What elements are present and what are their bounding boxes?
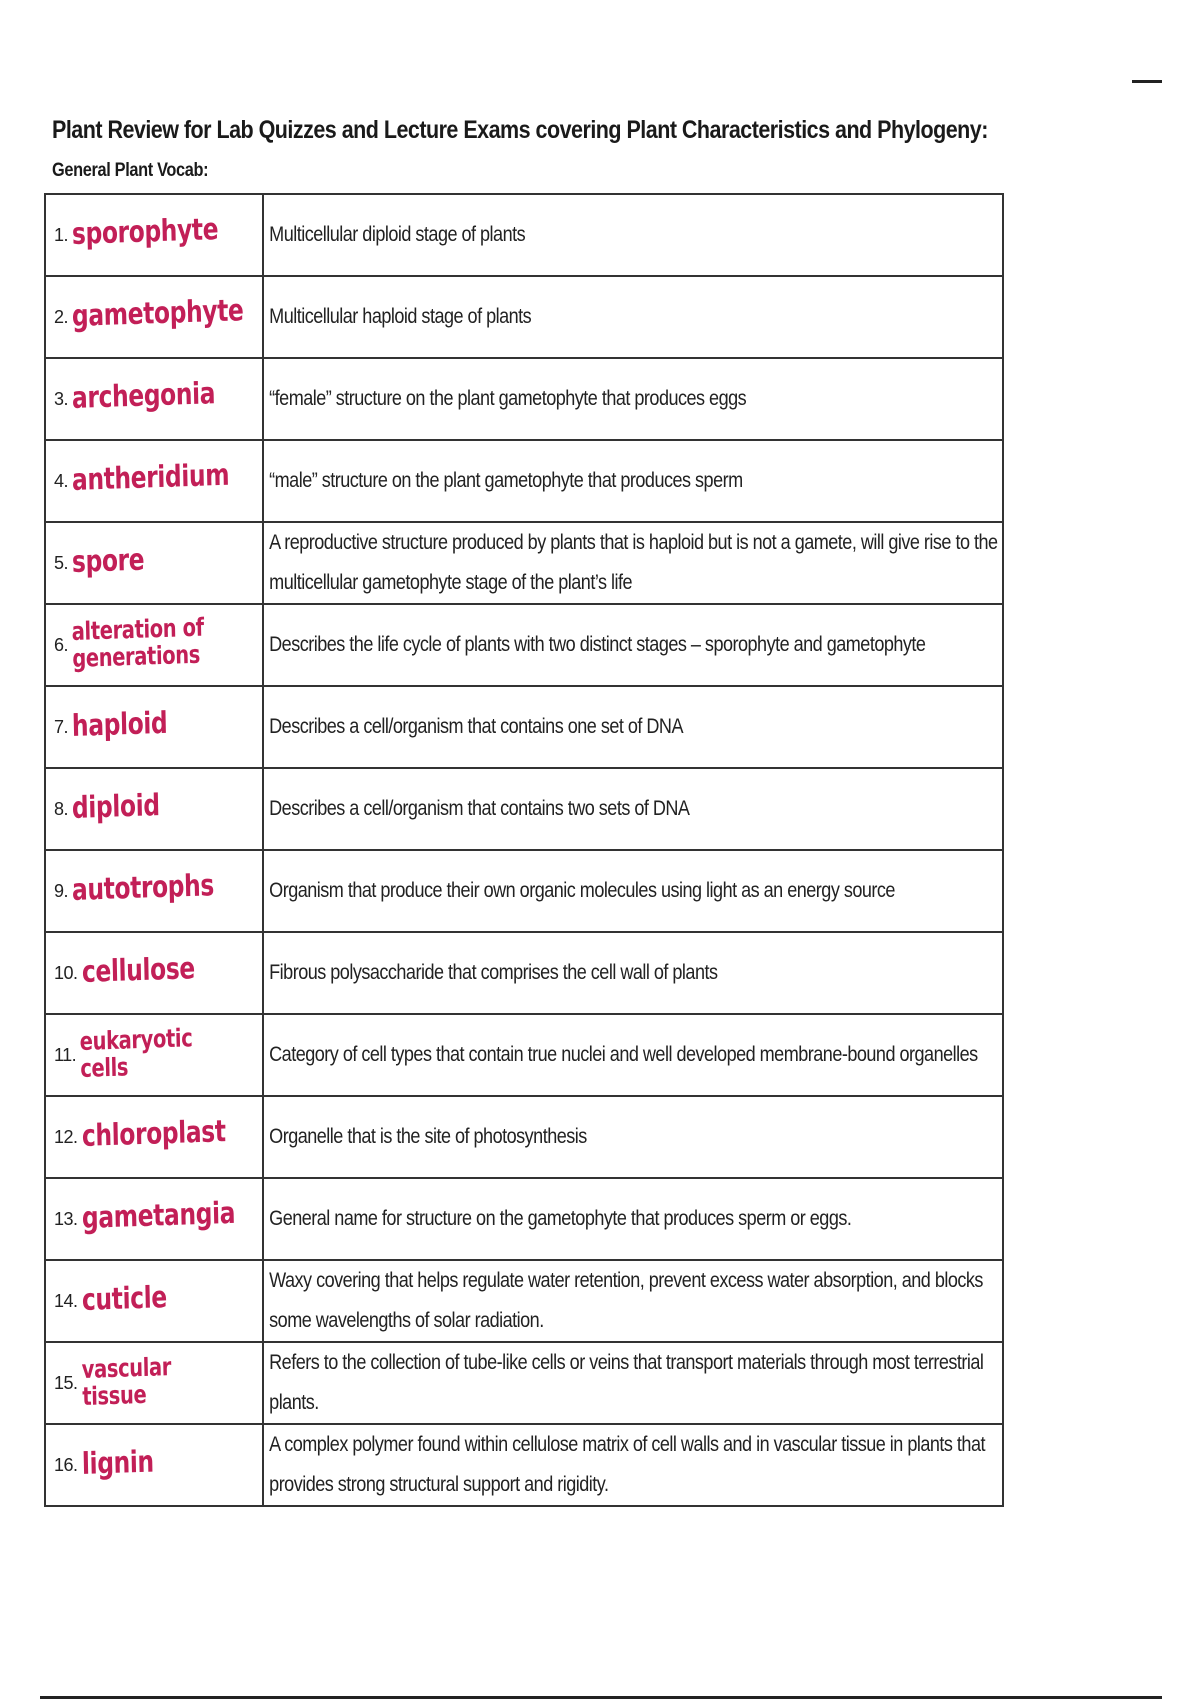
vocab-row: [45, 686, 1003, 768]
definition-text: A complex polymer found within cellulose matrix of cell walls and in vascular tissue in plants that provides strong structural support and rigidity.: [269, 1433, 985, 1496]
row-number: 12.: [54, 1126, 78, 1147]
row-number: 13.: [54, 1208, 78, 1229]
vocab-row: [45, 358, 1003, 440]
handwritten-term: spore: [71, 542, 145, 580]
definition-cell: [263, 358, 1003, 440]
handwritten-term: antheridium: [71, 457, 230, 498]
definition-text: Multicellular haploid stage of plants: [269, 305, 532, 328]
term-cell: [45, 276, 263, 358]
definition-cell: [263, 932, 1003, 1014]
row-number: 4.: [54, 470, 69, 491]
vocab-row: [45, 194, 1003, 276]
row-number: 9.: [54, 880, 69, 901]
minimize-dash: [1132, 80, 1162, 83]
definition-cell: [263, 522, 1003, 604]
vocab-row: [45, 276, 1003, 358]
handwritten-term: cellulose: [81, 951, 195, 990]
term-cell: [45, 1014, 263, 1096]
term-cell: [45, 440, 263, 522]
definition-cell: [263, 686, 1003, 768]
definition-cell: [263, 276, 1003, 358]
definition-text: Fibrous polysaccharide that comprises the cell wall of plants: [269, 961, 718, 984]
definition-cell: [263, 194, 1003, 276]
vocab-row: [45, 1424, 1003, 1506]
term-cell: [45, 1260, 263, 1342]
handwritten-term: vascular tissue: [80, 1352, 171, 1411]
term-cell: [45, 194, 263, 276]
term-cell: [45, 932, 263, 1014]
handwritten-term: alteration of generations: [71, 612, 205, 673]
definition-text: General name for structure on the gametophyte that produces sperm or eggs.: [269, 1207, 852, 1230]
term-cell: [45, 1096, 263, 1178]
definition-cell: [263, 1014, 1003, 1096]
term-cell: [45, 1342, 263, 1424]
row-number: 3.: [54, 388, 69, 409]
definition-text: Waxy covering that helps regulate water retention, prevent excess water absorption, and blocks some wavelengths of solar radiation.: [269, 1269, 983, 1332]
row-number: 5.: [54, 552, 69, 573]
handwritten-term: archegonia: [71, 376, 216, 416]
definition-text: Category of cell types that contain true nuclei and well developed membrane-bound organelles: [269, 1043, 978, 1066]
definition-text: Refers to the collection of tube-like cells or veins that transport materials through most terrestrial plants.: [269, 1351, 984, 1414]
handwritten-term: diploid: [71, 788, 160, 826]
vocab-row: [45, 604, 1003, 686]
handwritten-term: lignin: [81, 1444, 154, 1482]
definition-cell: [263, 440, 1003, 522]
vocab-row: [45, 932, 1003, 1014]
handwritten-term: cuticle: [81, 1280, 167, 1318]
vocab-row: [45, 1014, 1003, 1096]
row-number: 8.: [54, 798, 69, 819]
row-number: 7.: [54, 716, 69, 737]
vocab-table: [44, 193, 1004, 1507]
page-title: Plant Review for Lab Quizzes and Lecture Exams covering Plant Characteristics and Phylogeny:: [52, 116, 988, 144]
definition-text: Organelle that is the site of photosynthesis: [269, 1125, 587, 1148]
definition-text: Describes a cell/organism that contains one set of DNA: [269, 715, 683, 738]
vocab-row: [45, 440, 1003, 522]
definition-text: “female” structure on the plant gametophyte that produces eggs: [269, 387, 747, 410]
definition-cell: [263, 1260, 1003, 1342]
definition-cell: [263, 604, 1003, 686]
vocab-row: [45, 1178, 1003, 1260]
handwritten-term: autotrophs: [71, 868, 215, 908]
vocab-row: [45, 768, 1003, 850]
vocab-row: [45, 1342, 1003, 1424]
vocab-row: [45, 1260, 1003, 1342]
row-number: 1.: [54, 224, 69, 245]
definition-text: “male” structure on the plant gametophyte that produces sperm: [269, 469, 743, 492]
definition-cell: [263, 768, 1003, 850]
term-cell: [45, 522, 263, 604]
handwritten-term: chloroplast: [81, 1114, 226, 1154]
term-cell: [45, 850, 263, 932]
term-cell: [45, 358, 263, 440]
definition-text: Multicellular diploid stage of plants: [269, 223, 526, 246]
row-number: 15.: [54, 1372, 78, 1393]
bottom-rule: [40, 1696, 1162, 1699]
vocab-row: [45, 522, 1003, 604]
handwritten-term: haploid: [71, 705, 168, 744]
term-cell: [45, 686, 263, 768]
definition-text: A reproductive structure produced by plants that is haploid but is not a gamete, will give rise to the multicellular gametophyte stage of the plant’s life: [269, 531, 998, 594]
definition-cell: [263, 1342, 1003, 1424]
definition-cell: [263, 1424, 1003, 1506]
definition-cell: [263, 1096, 1003, 1178]
row-number: 14.: [54, 1290, 78, 1311]
vocab-row: [45, 1096, 1003, 1178]
handwritten-term: gametangia: [81, 1195, 235, 1236]
definition-cell: [263, 1178, 1003, 1260]
vocab-row: [45, 850, 1003, 932]
handwritten-term: eukaryotic cells: [79, 1023, 193, 1083]
handwritten-term: gametophyte: [71, 293, 244, 334]
section-heading: General Plant Vocab:: [52, 160, 209, 181]
term-cell: [45, 1178, 263, 1260]
row-number: 6.: [54, 634, 69, 655]
row-number: 2.: [54, 306, 69, 327]
term-cell: [45, 1424, 263, 1506]
term-cell: [45, 768, 263, 850]
handwritten-term: sporophyte: [71, 212, 219, 252]
definition-text: Describes a cell/organism that contains two sets of DNA: [269, 797, 690, 820]
row-number: 16.: [54, 1454, 78, 1475]
definition-text: Describes the life cycle of plants with two distinct stages – sporophyte and gametophyte: [269, 633, 926, 656]
row-number: 10.: [54, 962, 78, 983]
term-cell: [45, 604, 263, 686]
row-number: 11.: [54, 1044, 77, 1065]
definition-cell: [263, 850, 1003, 932]
definition-text: Organism that produce their own organic molecules using light as an energy source: [269, 879, 895, 902]
